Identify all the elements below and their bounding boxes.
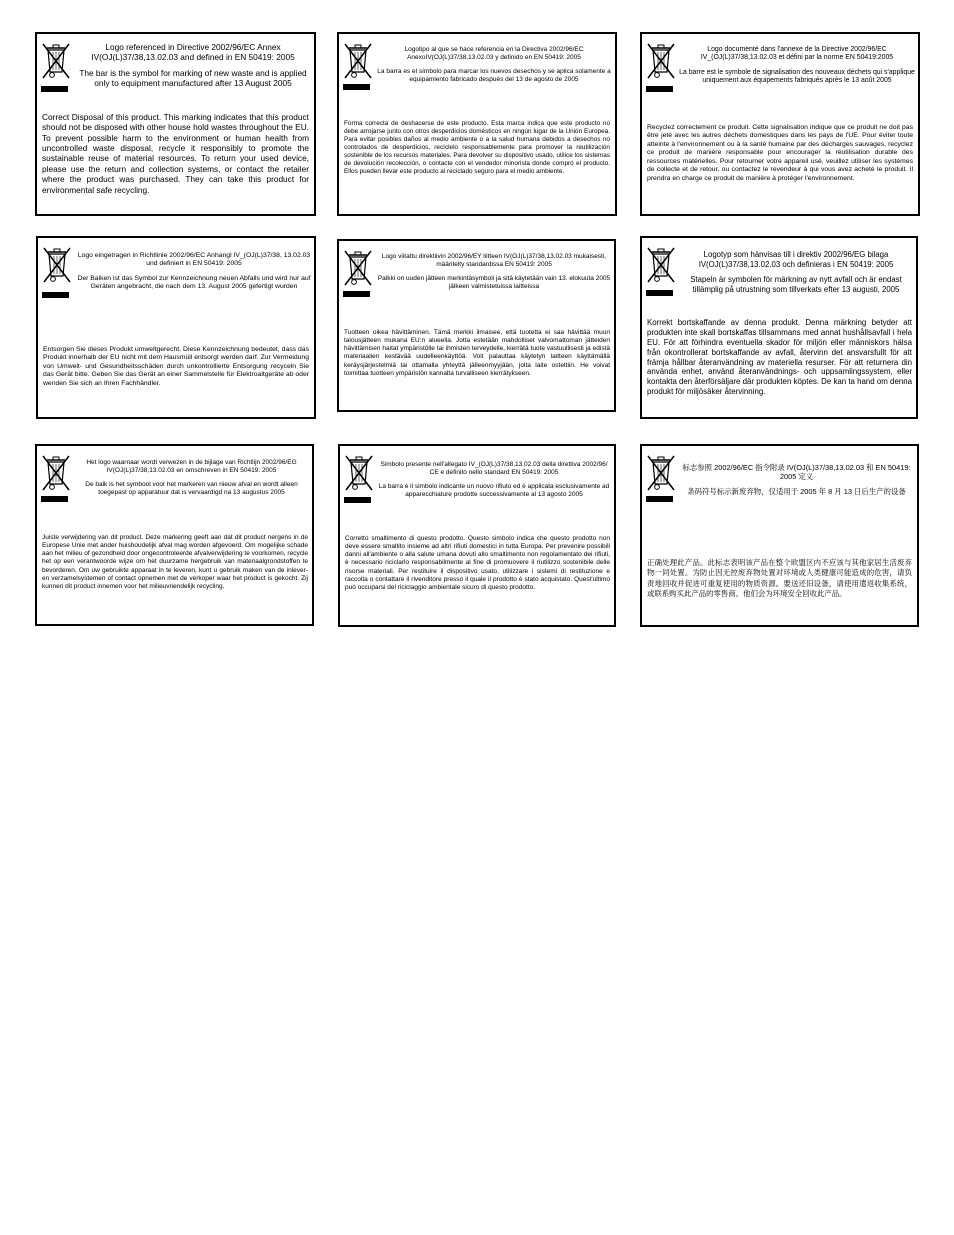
marking-bar — [343, 291, 370, 297]
weee-card-zh — [640, 444, 919, 627]
directive-reference: Logo viitattu direktiivin 2002/96/EY liitteen IV(OJ(L)37/38,13.02.03 mukaisesti, määritelty standardissa EN 50419: 2005 — [381, 253, 607, 268]
marking-bar — [41, 86, 68, 92]
bar-symbol-note: La barra es el símbolo para marcar los nuevos desechos y se aplica solamente a equipamiento fabricado después del 13 de agosto de 2005 — [377, 67, 611, 83]
crossed-bin-icon — [343, 249, 373, 287]
disposal-text: Tuotteen oikea hävittäminen. Tämä merkki ilmaisee, että tuotetta ei saa hävittää muun talousjätteen mukana EU:n alueella. Jotta estetään mahdolliset valvomattoman jätteiden hävittämisen haitat ympäristölle tai ihmisten terveydelle, kierrätä tuote vastuullisesti ja edistä materiaalien kestävää uudelleenkäyttöä. Voit palauttaa käytetyn laitteen käyttämällä keräysjärjestelmiä tai ottamalla yhteyttä jälleenmyyjään, jolta laite ostettiin. He voivat toimittaa tuotteen ympäristön kannalta turvalliseen kierrätykseen. — [344, 329, 610, 377]
marking-bar — [646, 86, 673, 92]
card-header-it — [376, 461, 612, 499]
marking-bar — [343, 84, 370, 90]
disposal-text: Recyclez correctement ce produit. Cette signalisation indique que ce produit ne doit pas être jeté avec les autres déchets domestiques dans les pays de l'UE. Pour éviter toute atteinte à l'environnement ou à la santé humaine par des décharges sauvages, recyclez ce produit de manière responsable pour encourager la réutilisation durable des ressources matérielles. Pour retourner votre appareil usé, veuillez utiliser les systèmes de collecte et de retour, ou contactez le revendeur à qui vous avez acheté le produit. Il prendra en charge ce produit de manière à protéger l'environnement. — [647, 124, 913, 182]
directive-reference: Logotyp som hänvisas till i direktiv 2002/96/EG bilaga IV(OJ(L)37/38,13.02.03 och definieras i EN 50419: 2005 — [698, 250, 894, 269]
crossed-bin-icon — [41, 454, 71, 492]
disposal-text: Correct Disposal of this product. This marking indicates that this product should not be disposed with other house hold wastes throughout the EU. To prevent possible harm to the environment or human health from uncontrolled waste disposal, recycle it responsibly to promote the sustainable reuse of material resources. To return your used device, please use the return and collection systems, or contact the retailer where the product was purchased. They can take this product for environmental safe recycling. — [42, 112, 309, 195]
crossed-bin-icon — [41, 42, 71, 80]
disposal-text: Korrekt bortskaffande av denna produkt. Denna märkning betyder att produkten inte skall bortskaffas tillsammans med annat hushållsavfall i hela EU. För att förhindra eventuella skador för miljön eller människors hälsa från okontrollerat bortskaffande av avfall, återvinn det ansvarsfullt för att främja hållbar återanvändning av materiella resurser. För att returnera din använda enhet, använd återanvändnings- och uppsamlingssystem, eller kontakta den återförsäljare där produkten köptes. De kan ta hand om denna produkt för miljösäker återvinning. — [647, 318, 912, 397]
card-header-sv — [678, 250, 914, 294]
marking-bar — [42, 292, 69, 298]
bar-symbol-note: 条码符号标示新废弃物，仅适用于 2005 年 8 月 13 日后生产的设备 — [687, 487, 906, 497]
disposal-text: Juiste verwijdering van dit product. Deze markering geeft aan dat dit product nergens in de Europese Unie met ander huishoudelijk afval mag worden afgevoerd. Om mogelijke schade aan het milieu of gezondheid door ongecontroleerde afvalverwijdering te voorkomen, recycle het op een verantwoorde wijze om het duurzame hergebruik van materiaalgrondstoffen te bevorderen. Om uw gebruikte apparaat in te leveren, kunt u gebruik maken van de inlever- en verzamelsystemen of contact opnemen met de verkoper waar het product is gekocht. Zij kunnen dit product innemen voor het milieuvriendelijk recycling. — [42, 534, 308, 590]
bar-symbol-note: The bar is the symbol for marking of new waste and is applied only to equipment manufactured after 13 August 2005 — [79, 68, 307, 89]
crossed-bin-icon — [42, 246, 72, 284]
bar-symbol-note: Palkki on uuden jätteen merkintäsymboli ja sitä käytetään vain 13. elokuuta 2005 jälkeen valmistetuissa laitteissa — [377, 274, 611, 290]
crossed-bin-icon — [344, 454, 374, 492]
disposal-text: Entsorgen Sie dieses Produkt umweltgerecht. Diese Kennzeichnung bedeutet, dass das Produkt innerhalb der EU nicht mit dem Hausmüll entsorgt werden darf. Zur Vermeidung von Umwelt- und Gesundheitsschäden durch unkontrollierte Entsorgung recyceln Sie das Gerät bitte. Geben Sie das Gerät an einer Sammelstelle für Elektroaltgeräte ab oder wenden Sie sich an Ihren Fachhändler. — [43, 346, 309, 387]
directive-reference: Het logo waarnaar wordt verwezen in de bijlage van Richtlijn 2002/96/EG IV(OJ(L)37/38,13.02.03 en omschreven in EN 50419: 2005 — [86, 459, 297, 474]
crossed-bin-icon — [646, 246, 676, 284]
weee-card-fi — [337, 239, 616, 412]
directive-reference: 标志参照 2002/96/EC 指令附录 IV(OJ(L)37/38,13.02.03 和 EN 50419: 2005 定义 — [682, 463, 911, 482]
bar-symbol-note: Der Balken ist das Symbol zur Kennzeichnung neuen Abfalls und wird nur auf Geräten angebracht, die nach dem 13. August 2005 gefertigt wurden — [77, 274, 311, 290]
disposal-text: Forma correcta de deshacerse de este producto. Esta marca indica que este producto no debe arrojarse junto con otros desperdicios domésticos en ningún lugar de la Unión Europea. Para evitar posibles daños al medio ambiente o a la salud humana debidos a desechos no controlados de desperdicios, recíclelo responsablemente para promover la reutilización sostenible de los recursos materiales. Para devolver su dispositivo usado, utilice los sistemas de devolución recolección, o contacte con el vendedor minorista donde compró el producto. Ellos pueden llevar este producto al reciclado seguro para el medio ambiente. — [344, 120, 610, 175]
weee-card-en — [35, 32, 316, 216]
marking-bar — [646, 290, 673, 296]
weee-card-fr — [640, 32, 920, 216]
card-header-es — [377, 46, 611, 84]
weee-card-es — [337, 32, 617, 216]
bar-symbol-note: Stapeln är symbolen för märkning av nytt avfall och är endast tillämplig på utrustning som tillverkats efter 13 augusti, 2005 — [690, 275, 902, 294]
weee-card-de — [36, 236, 316, 419]
bar-symbol-note: La barre est le symbole de signalisation des nouveaux déchets qui s'applique uniquement aux équipements fabriqués après le 13 août 2005 — [679, 68, 915, 85]
weee-card-nl — [35, 444, 314, 626]
crossed-bin-icon — [343, 42, 373, 80]
directive-reference: Logo eingetragen in Richtlinie 2002/96/EC Anhangl IV_(OJ(L)37/38, 13.02.03 und definiert in EN 50419: 2005 — [77, 252, 311, 268]
bar-symbol-note: De balk is het symbool voor het markeren van nieuw afval en wordt alleen toegepast op apparatuur dat is vervaardigd na 13 augustus 2005 — [85, 480, 298, 496]
card-header-en — [75, 42, 311, 88]
crossed-bin-icon — [646, 454, 676, 492]
disposal-text: Corretto smaltimento di questo prodotto. Questo simbolo indica che questo prodotto non deve essere smaltito insieme ad altri rifiuti domestici in tutta Europa. Per prevenire possibili danni all'ambiente o alla salute umana dovuti allo smaltimento non regolamentato dei rifiuti, è necessario riciclarlo responsabilmente al fine di promuovere il riutilizzo sostenibile delle risorse materiali. Per restituire il dispositivo usato, utilizzare i sistemi di restituzione e raccolta o contattare il rivenditore presso il quale il prodotto è stato acquistato. Quest'ultimo può occuparsi del riciclaggio ambientale sicuro di questo prodotto. — [345, 535, 610, 591]
card-header-de — [76, 252, 312, 291]
card-header-fr — [678, 46, 916, 86]
card-header-fi — [377, 253, 611, 291]
directive-reference: Logo referenced in Directive 2002/96/EC Annex IV(OJ(L)37/38,13.02.03 and defined in EN 50419: 2005 — [91, 42, 295, 63]
directive-reference: Logo documenté dans l'annexe de la Directive 2002/96/EC IV_(OJ(L)37/38,13.02.03 et défini par la norme EN 50419:2005 — [700, 46, 894, 62]
disposal-text: 正确处理此产品。此标志表明该产品在整个欧盟区内不应该与其他家居生活废弃物一同处置。为防止因无控废弃物处置对环境或人类健康可能造成的危害，请负责地回收并促进可重复使用的物质资源。要送还旧设备，请使用遣返收集系统，或联系购买此产品的零售商。他们会为环境安全回收此产品。 — [647, 558, 912, 599]
marking-bar — [646, 496, 673, 502]
directive-reference: Logotipo al que se hace referencia en la Directiva 2002/96/EC AnexoIV(OJ(L)37/38,13.02.03 y definido en EN 50419: 2005 — [404, 46, 584, 61]
weee-card-sv — [640, 236, 918, 419]
marking-bar — [344, 497, 371, 503]
directive-reference: Simbolo presente nell'allegato IV_(OJ(L)37/38,13.02.03 della direttiva 2002/96/ CE e definito nello standard EN 50419: 2005 — [380, 461, 608, 476]
card-header-zh — [676, 463, 917, 496]
marking-bar — [41, 496, 68, 502]
crossed-bin-icon — [646, 42, 676, 80]
card-header-nl — [73, 459, 310, 497]
bar-symbol-note: La barra è il simbolo indicante un nuovo rifiuto ed è applicata esclusivamente ad apparecchiature prodotte successivamente al 13 agosto 2005 — [378, 482, 610, 498]
weee-card-it — [338, 444, 616, 627]
